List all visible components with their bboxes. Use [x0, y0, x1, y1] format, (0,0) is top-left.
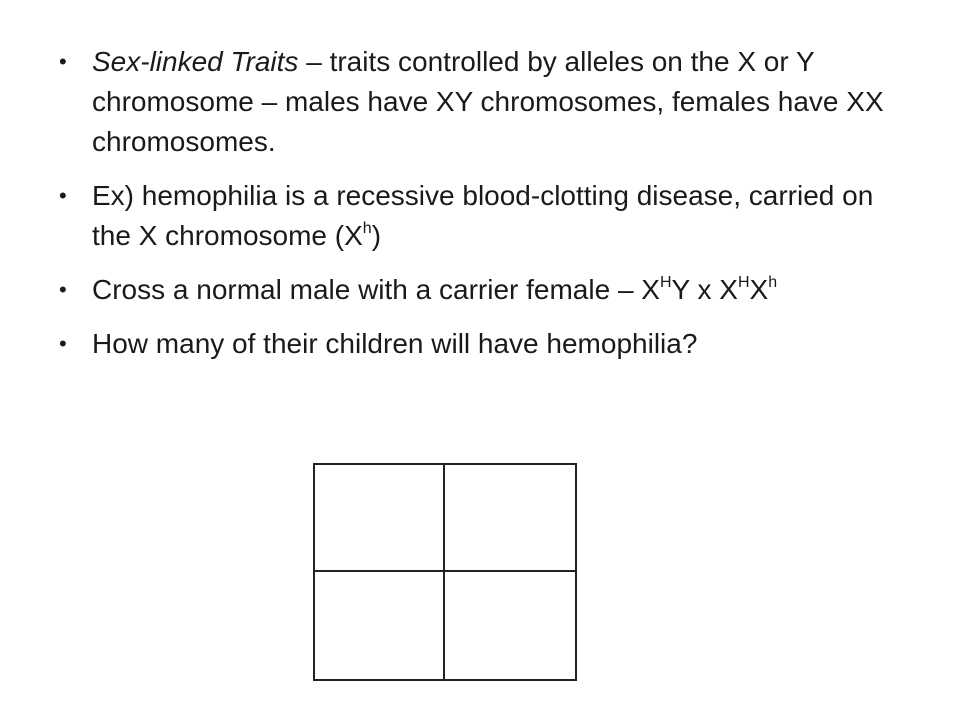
punnett-square	[313, 463, 577, 681]
allele-superscript: H	[737, 274, 750, 291]
bullet-sex-linked-traits	[56, 42, 916, 162]
term-sex-linked-traits: Sex-linked Traits	[92, 46, 299, 77]
bullet-cross	[56, 270, 916, 310]
cross-text-mid: Y x X	[671, 274, 738, 305]
punnett-cell	[315, 572, 445, 679]
punnett-cell	[445, 572, 575, 679]
bullet-dot: •	[59, 183, 67, 208]
bullet-dot: •	[59, 277, 67, 302]
cross-text: Cross a normal male with a carrier female – X	[92, 274, 660, 305]
punnett-cell	[315, 465, 445, 572]
definition-text: – traits controlled by alleles on the X or Y chromosome – males have XY chromosomes, females have XX chromosomes.	[92, 46, 884, 157]
example-tail: )	[371, 220, 382, 251]
bullet-question	[56, 324, 916, 364]
allele-superscript: H	[659, 274, 672, 291]
example-text: Ex) hemophilia is a recessive blood-clotting disease, carried on the X chromosome (X	[92, 180, 874, 251]
bullet-hemophilia-example	[56, 176, 916, 256]
cross-text-mid: X	[749, 274, 769, 305]
allele-superscript: h	[362, 220, 372, 237]
allele-superscript: h	[768, 274, 778, 291]
punnett-cell	[445, 465, 575, 572]
bullet-dot: •	[59, 331, 67, 356]
bullet-list	[56, 42, 916, 378]
bullet-dot: •	[59, 49, 67, 74]
question-text: How many of their children will have hemophilia?	[92, 328, 698, 359]
